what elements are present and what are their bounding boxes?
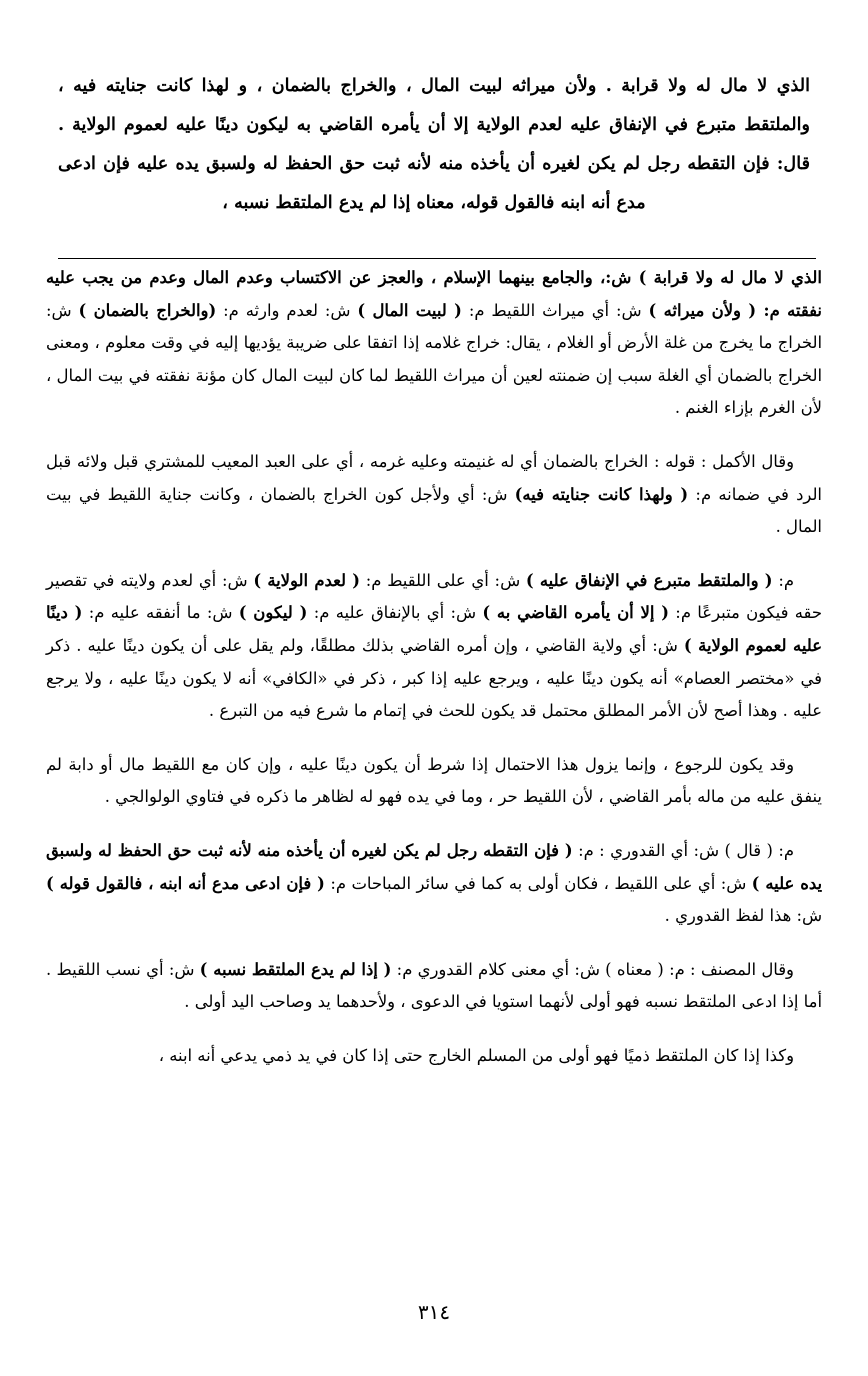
commentary-paragraph [46, 262, 822, 425]
commentary-segment: ش: هذا لفظ القدوري . [664, 906, 822, 926]
commentary-segment: ش: أي ولأجل كون الخراج بالضمان ، وكانت جناية اللقيط في بيت المال . [46, 484, 822, 537]
commentary-quote: ( ولأن ميراثه ) [648, 300, 757, 320]
commentary-segment: ش: ما أنفقه عليه م: [82, 603, 239, 623]
main-text-line: الذي لا مال له ولا قرابة . ولأن ميراثه لبيت المال ، والخراج بالضمان ، و لهذا كانت جنايته فيه ، [58, 75, 810, 96]
main-text-line: الولاية . قال: فإن التقطه رجل لم يكن لغيره أن يأخذه منه لأنه ثبت حق الحفظ له ولسبق يده [58, 114, 810, 174]
commentary-text [46, 262, 822, 1093]
commentary-segment: ش: أي على اللقيط ، فكان أولى به كما في سائر المباحات م: [324, 873, 752, 893]
commentary-segment: ش: أي ولاية القاضي ، وإن أمره القاضي بذلك مطلقًا، ولم يقل على أن يكون دينًا عليه . ذكر في «مختصر العصام» أنه يكون دينًا عليه ، ويرجع عليه إذا كبر ، ذكر في «الكافي» أنه لا يكون دينًا عليه ، ولا يرجع عليه . وهذا أصح لأن الأمر المطلق محتمل قد يكون للحث في إتمام ما شرع فيه من التبرع . [46, 635, 822, 721]
commentary-segment: وقال الأكمل : قوله : الخراج بالضمان أي له غنيمته وعليه غرمه ، أي على العبد المعيب للمشتري قبل ولائه قبل الرد في ضمانه م: [46, 451, 822, 504]
commentary-quote: ( دينًا عليه لعموم الولاية ) [46, 603, 822, 655]
commentary-segment: ش: أي على اللقيط م: [360, 570, 526, 590]
commentary-segment: ش: أي نسب اللقيط . أما إذا ادعى الملتقط نسبه فهو أولى لأنهما استويا في الدعوى ، ولأحدهما يد وصاحب اليد أولى . [46, 959, 822, 1012]
commentary-quote: ( إذا لم يدع الملتقط نسبه ) [199, 959, 392, 979]
commentary-paragraph [46, 835, 822, 933]
commentary-paragraph [46, 954, 822, 1019]
commentary-segment: م: ( قال ) ش: أي القدوري : م: [572, 840, 795, 860]
page-number: ٣١٤ [417, 1300, 451, 1324]
commentary-paragraph: وقد يكون للرجوع ، وإنما يزول هذا الاحتمال إذا شرط أن يكون دينًا عليه ، وإن كان مع اللقيط مال أو دابة لم ينفق عليه من ماله بأمر القاضي ، لأن اللقيط حر ، وما في يده فهو له لظاهر ما ذكره في فتاوي الولوالجي . [46, 754, 822, 807]
commentary-quote: ( ليكون ) [238, 603, 308, 623]
commentary-quote: ( ولهذا كانت جنايته فيه) [514, 484, 689, 504]
commentary-paragraph [46, 565, 822, 728]
commentary-quote: (والخراج بالضمان ) [78, 300, 217, 320]
commentary-quote: ( فإن ادعى مدع أنه ابنه ، فالقول قوله ) [46, 873, 325, 893]
separator-line [58, 258, 816, 259]
commentary-segment: ش: أي ميراث اللقيط م: [461, 300, 649, 320]
commentary-paragraph [46, 446, 822, 544]
main-text-line: عليه فإن ادعى مدع أنه ابنه فالقول قوله، معناه إذا لم يدع الملتقط نسبه ، [58, 153, 646, 213]
main-text-line: والملتقط متبرع في الإنفاق عليه لعدم الولاية إلا أن يأمره القاضي به ليكون دينًا عليه لعموم [123, 114, 811, 135]
commentary-quote: ( والملتقط متبرع في الإنفاق عليه ) [525, 570, 773, 590]
commentary-segment: وقال المصنف : م: ( معناه ) ش: أي معنى كلام القدوري م: [391, 959, 794, 979]
commentary-quote: ( إلا أن يأمره القاضي به ) [482, 603, 669, 623]
main-text [58, 66, 810, 222]
commentary-segment: م: [772, 570, 794, 590]
commentary-segment: ش: أي بالإنفاق عليه م: [307, 603, 483, 623]
commentary-quote: الذي لا مال له ولا قرابة ) ش:، والجامع بينهما الإسلام ، والعجز عن الاكتساب وعدم المال وعدم من يجب عليه نفقته م: [46, 268, 822, 320]
commentary-quote: ( فإن التقطه رجل لم يكن لغيره أن يأخذه منه لأنه ثبت حق الحفظ له ولسبق يده عليه ) [46, 840, 822, 893]
commentary-quote: ( لعدم الولاية ) [253, 570, 360, 590]
commentary-paragraph: وكذا إذا كان الملتقط ذميًا فهو أولى من المسلم الخارج حتى إذا كان في يد ذمي يدعي أنه ابنه ، [158, 1045, 794, 1065]
commentary-quote: ( لبيت المال ) [357, 300, 462, 320]
commentary-segment: ش: الخراج ما يخرج من غلة الأرض أو الغلام ، يقال: خراج غلامه إذا اتفقا على ضريبة يؤديها إليه في وقت معلوم ، ومعنى الخراج بالضمان أي الغلة سبب إن ضمنته لعين أن ميراث اللقيط لما كان لبيت المال كان مؤنة نفقته في بيت المال ، لأن الغرم بإزاء الغنم . [46, 300, 822, 418]
commentary-segment: ش: لعدم وارثه م: [216, 300, 358, 320]
commentary-segment: ش: أي لعدم ولايته في تقصير حقه فيكون متبرعًا م: [46, 570, 822, 623]
